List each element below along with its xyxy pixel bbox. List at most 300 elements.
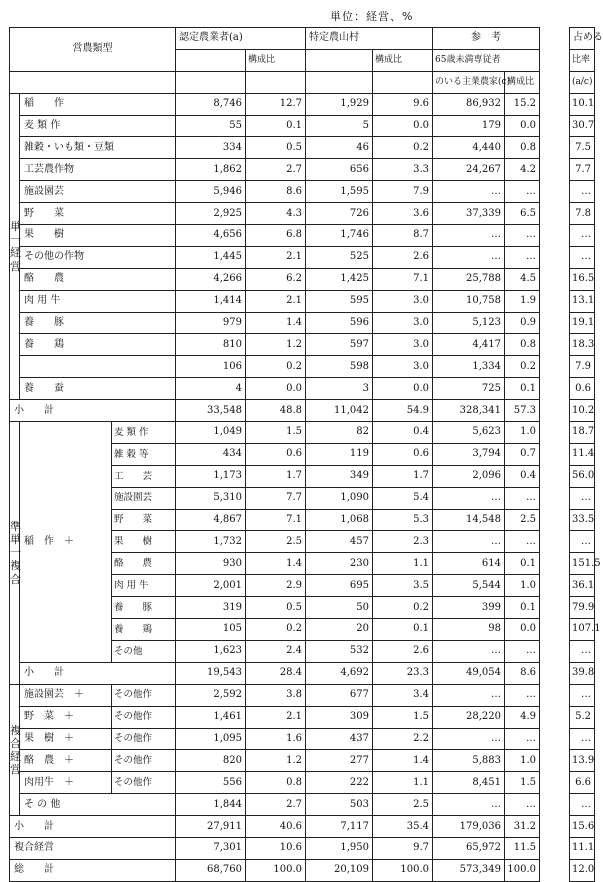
ratio-a: 0.1 [246, 115, 306, 137]
row-sublabel: 養 豚 [112, 597, 176, 619]
value-ac: 16.5 [570, 268, 595, 290]
ratio-b: 8.7 [373, 225, 433, 247]
value-c: … [433, 531, 505, 553]
ratio-c: 0.1 [505, 378, 540, 400]
row-label: 野 菜 [20, 203, 176, 225]
value-c: 573,349 [433, 859, 505, 881]
ratio-c: 0.0 [505, 619, 540, 641]
value-ac: 107.1 [570, 619, 595, 641]
table-row [10, 859, 595, 881]
table-row [10, 794, 595, 816]
value-ac: … [570, 531, 595, 553]
value-a: 105 [176, 619, 246, 641]
ratio-b: 23.3 [373, 662, 433, 684]
value-ac: 10.2 [570, 400, 595, 422]
value-b: 7,117 [306, 816, 373, 838]
value-c: 5,544 [433, 575, 505, 597]
row-label: 麦 類 作 [20, 115, 176, 137]
ratio-c: … [505, 531, 540, 553]
row-sublabel: 野 菜 [112, 509, 176, 531]
value-ac: … [570, 225, 595, 247]
value-a: 8,746 [176, 93, 246, 115]
ratio-a: 2.9 [246, 575, 306, 597]
ratio-c: 6.5 [505, 203, 540, 225]
row-label: 雑穀・いも類・豆類 [20, 137, 176, 159]
row-label: 野 菜 ＋ [20, 706, 112, 728]
value-a: 1,049 [176, 422, 246, 444]
ratio-b: 1.5 [373, 706, 433, 728]
ratio-a: 0.0 [246, 378, 306, 400]
value-ac: 7.9 [570, 356, 595, 378]
value-b: 1,425 [306, 268, 373, 290]
ratio-a: 1.6 [246, 728, 306, 750]
header-under65-line1: 65歳未満専従者 [435, 54, 501, 65]
row-label: そ の 他 [20, 794, 176, 816]
row-sublabel: その他作 [112, 706, 176, 728]
table-row [10, 334, 595, 356]
table-row [10, 312, 595, 334]
value-a: 7,301 [176, 837, 246, 859]
value-b: 1,595 [306, 181, 373, 203]
value-b: 119 [306, 443, 373, 465]
value-b: 230 [306, 553, 373, 575]
ratio-c: 0.2 [505, 356, 540, 378]
value-ac: 19.1 [570, 312, 595, 334]
ratio-b: 100.0 [373, 859, 433, 881]
row-label: 酪 農 ＋ [20, 750, 112, 772]
value-c: 24,267 [433, 159, 505, 181]
ratio-c: 15.2 [505, 93, 540, 115]
group-fukugo: 複合経営 [10, 684, 20, 815]
ratio-b: 5.4 [373, 487, 433, 509]
value-ac: 10.1 [570, 93, 595, 115]
header-tokutei: 特定農山村 [306, 28, 433, 50]
value-c: 14,548 [433, 509, 505, 531]
table-row [10, 772, 595, 794]
table-row [10, 159, 595, 181]
ratio-a: 0.8 [246, 772, 306, 794]
row-label: 肉用牛 ＋ [20, 772, 112, 794]
ratio-b: 3.0 [373, 334, 433, 356]
value-b: 4,692 [306, 662, 373, 684]
value-c: 10,758 [433, 290, 505, 312]
row-label: 果 樹 ＋ [20, 728, 112, 750]
value-c: 86,932 [433, 93, 505, 115]
ratio-b: 2.3 [373, 531, 433, 553]
value-ac: … [570, 181, 595, 203]
ratio-b: 3.0 [373, 356, 433, 378]
table-row [10, 268, 595, 290]
value-ac: … [570, 794, 595, 816]
row-sublabel: 雑 穀 等 [112, 443, 176, 465]
value-a: 106 [176, 356, 246, 378]
table-row [10, 750, 595, 772]
ratio-b: 3.0 [373, 312, 433, 334]
value-a: 2,925 [176, 203, 246, 225]
value-c: 25,788 [433, 268, 505, 290]
value-a: 1,623 [176, 640, 246, 662]
value-c: 3,794 [433, 443, 505, 465]
value-c: … [433, 181, 505, 203]
table-row [10, 816, 595, 838]
ratio-c: 8.6 [505, 662, 540, 684]
ratio-b: 2.2 [373, 728, 433, 750]
ratio-b: 0.2 [373, 137, 433, 159]
value-b: 1,746 [306, 225, 373, 247]
value-a: 2,592 [176, 684, 246, 706]
ratio-a: 1.2 [246, 334, 306, 356]
header-hiritsu: 比率 [570, 49, 595, 71]
value-ac: 7.7 [570, 159, 595, 181]
ratio-c: 0.9 [505, 312, 540, 334]
ratio-b: 7.1 [373, 268, 433, 290]
row-label: 複合経営 [10, 837, 176, 859]
value-c: 49,054 [433, 662, 505, 684]
value-b: 598 [306, 356, 373, 378]
ratio-c: … [505, 640, 540, 662]
table-row [10, 662, 595, 684]
value-b: 3 [306, 378, 373, 400]
ratio-c: 2.5 [505, 509, 540, 531]
row-label [20, 356, 176, 378]
value-ac: 13.1 [570, 290, 595, 312]
value-ac: … [570, 728, 595, 750]
table-row [10, 181, 595, 203]
group-tanitsu: 単一経営 [10, 93, 20, 399]
value-ac: 13.9 [570, 750, 595, 772]
value-c: … [433, 684, 505, 706]
value-a: 319 [176, 597, 246, 619]
value-a: 810 [176, 334, 246, 356]
header-shimeru: 占める [570, 28, 595, 50]
value-ac: 36.1 [570, 575, 595, 597]
ratio-a: 0.2 [246, 356, 306, 378]
ratio-a: 1.4 [246, 312, 306, 334]
value-c: … [433, 487, 505, 509]
row-label: 工芸農作物 [20, 159, 176, 181]
ratio-a: 2.7 [246, 159, 306, 181]
row-label: 養 豚 [20, 312, 176, 334]
ratio-c: 0.7 [505, 443, 540, 465]
value-c: 328,341 [433, 400, 505, 422]
table-row [10, 203, 595, 225]
value-a: 33,548 [176, 400, 246, 422]
value-ac: … [570, 487, 595, 509]
table-row [10, 837, 595, 859]
row-label: 小 計 [10, 400, 176, 422]
value-c: 4,417 [433, 334, 505, 356]
row-label: 養 蚕 [20, 378, 176, 400]
value-b: 349 [306, 465, 373, 487]
row-label: 施設園芸 [20, 181, 176, 203]
table-row [10, 225, 595, 247]
ratio-b: 5.3 [373, 509, 433, 531]
ratio-b: 0.1 [373, 619, 433, 641]
value-c: … [433, 640, 505, 662]
value-a: 556 [176, 772, 246, 794]
ratio-a: 100.0 [246, 859, 306, 881]
statistics-table [9, 27, 603, 882]
row-sublabel: その他 [112, 640, 176, 662]
ratio-a: 28.4 [246, 662, 306, 684]
ratio-c: 1.5 [505, 772, 540, 794]
header-ninteí: 認定農業者(a) [176, 28, 306, 50]
row-label: 稲 作 [20, 93, 176, 115]
value-a: 1,095 [176, 728, 246, 750]
value-ac: … [570, 246, 595, 268]
table-row [10, 684, 595, 706]
value-ac: 33.5 [570, 509, 595, 531]
table-row [10, 246, 595, 268]
header-row-3 [10, 71, 595, 93]
value-b: 726 [306, 203, 373, 225]
value-b: 11,042 [306, 400, 373, 422]
ratio-b: 2.6 [373, 640, 433, 662]
ratio-c: 0.8 [505, 137, 540, 159]
row-sublabel: 養 鶏 [112, 619, 176, 641]
ratio-a: 3.8 [246, 684, 306, 706]
ratio-c: … [505, 246, 540, 268]
value-ac: 11.1 [570, 837, 595, 859]
ratio-c: 1.9 [505, 290, 540, 312]
row-label: 酪 農 [20, 268, 176, 290]
ratio-b: 2.6 [373, 246, 433, 268]
value-b: 1,950 [306, 837, 373, 859]
header-under65 [433, 49, 540, 71]
ratio-c: 31.2 [505, 816, 540, 838]
ratio-b: 9.7 [373, 837, 433, 859]
ratio-b: 1.4 [373, 750, 433, 772]
value-a: 27,911 [176, 816, 246, 838]
ratio-a: 7.1 [246, 509, 306, 531]
ratio-c: 100.0 [505, 859, 540, 881]
value-ac: 7.8 [570, 203, 595, 225]
value-c: 179 [433, 115, 505, 137]
value-c: 5,623 [433, 422, 505, 444]
ratio-b: 0.2 [373, 597, 433, 619]
ratio-a: 0.2 [246, 619, 306, 641]
value-a: 820 [176, 750, 246, 772]
value-a: 1,414 [176, 290, 246, 312]
value-c: 65,972 [433, 837, 505, 859]
ratio-a: 2.7 [246, 794, 306, 816]
value-c: 28,220 [433, 706, 505, 728]
value-a: 1,732 [176, 531, 246, 553]
value-c: 399 [433, 597, 505, 619]
ratio-a: 40.6 [246, 816, 306, 838]
ratio-a: 8.6 [246, 181, 306, 203]
ratio-b: 35.4 [373, 816, 433, 838]
value-ac: … [570, 684, 595, 706]
ratio-c: … [505, 225, 540, 247]
value-b: 277 [306, 750, 373, 772]
value-ac: 7.5 [570, 137, 595, 159]
header-kouseihi-b: 構成比 [373, 49, 433, 71]
value-a: 1,173 [176, 465, 246, 487]
value-b: 222 [306, 772, 373, 794]
value-a: 979 [176, 312, 246, 334]
row-sublabel: その他作 [112, 684, 176, 706]
value-b: 5 [306, 115, 373, 137]
ratio-a: 2.1 [246, 706, 306, 728]
row-label: 総 計 [10, 859, 176, 881]
value-a: 334 [176, 137, 246, 159]
value-c: 37,339 [433, 203, 505, 225]
value-a: 68,760 [176, 859, 246, 881]
header-row-1 [10, 28, 595, 50]
ratio-a: 0.5 [246, 137, 306, 159]
ratio-a: 1.2 [246, 750, 306, 772]
ratio-c: … [505, 181, 540, 203]
value-a: 1,844 [176, 794, 246, 816]
row-sublabel: その他作 [112, 728, 176, 750]
value-ac: … [570, 640, 595, 662]
value-c: … [433, 728, 505, 750]
row-sublabel: 施設園芸 [112, 487, 176, 509]
row-sublabel: 肉 用 牛 [112, 575, 176, 597]
ratio-a: 2.1 [246, 246, 306, 268]
value-b: 532 [306, 640, 373, 662]
ratio-a: 2.4 [246, 640, 306, 662]
value-b: 503 [306, 794, 373, 816]
value-b: 597 [306, 334, 373, 356]
ratio-b: 9.6 [373, 93, 433, 115]
value-a: 930 [176, 553, 246, 575]
ratio-b: 3.6 [373, 203, 433, 225]
value-c: … [433, 794, 505, 816]
value-c: 5,883 [433, 750, 505, 772]
ratio-a: 2.5 [246, 531, 306, 553]
value-b: 595 [306, 290, 373, 312]
table-row [10, 422, 595, 444]
row-sublabel: その他作 [112, 750, 176, 772]
ratio-c: 11.5 [505, 837, 540, 859]
value-ac: 15.6 [570, 816, 595, 838]
row-sublabel: 酪 農 [112, 553, 176, 575]
value-c: … [433, 225, 505, 247]
ratio-b: 2.5 [373, 794, 433, 816]
value-a: 1,862 [176, 159, 246, 181]
value-ac: 0.6 [570, 378, 595, 400]
ratio-a: 1.4 [246, 553, 306, 575]
header-type: 営農類型 [10, 28, 176, 72]
ratio-c: … [505, 794, 540, 816]
unit-label: 単位：経営、% [330, 10, 414, 23]
ratio-a: 10.6 [246, 837, 306, 859]
value-b: 656 [306, 159, 373, 181]
header-sanko: 参 考 [433, 28, 540, 50]
value-a: 434 [176, 443, 246, 465]
value-ac: 30.7 [570, 115, 595, 137]
ratio-a: 0.5 [246, 597, 306, 619]
header-kouseihi-c: 構成比 [505, 71, 540, 93]
ratio-c: 0.0 [505, 115, 540, 137]
value-c: 2,096 [433, 465, 505, 487]
value-ac: 79.9 [570, 597, 595, 619]
group-jun: 準単一複合 [10, 422, 20, 685]
value-b: 695 [306, 575, 373, 597]
value-a: 4,867 [176, 509, 246, 531]
value-c: 8,451 [433, 772, 505, 794]
value-a: 5,310 [176, 487, 246, 509]
ratio-c: 4.9 [505, 706, 540, 728]
row-label: 果 樹 [20, 225, 176, 247]
value-ac: 18.7 [570, 422, 595, 444]
value-a: 2,001 [176, 575, 246, 597]
header-under65b: のいる主業農家(c) [433, 71, 505, 93]
value-b: 309 [306, 706, 373, 728]
ratio-a: 6.8 [246, 225, 306, 247]
value-c: 179,036 [433, 816, 505, 838]
row-sublabel: 果 樹 [112, 531, 176, 553]
value-b: 1,068 [306, 509, 373, 531]
ratio-c: 57.3 [505, 400, 540, 422]
ratio-b: 7.9 [373, 181, 433, 203]
value-c: 1,334 [433, 356, 505, 378]
ratio-c: 0.1 [505, 597, 540, 619]
ratio-b: 3.5 [373, 575, 433, 597]
value-a: 1,445 [176, 246, 246, 268]
table-row [10, 115, 595, 137]
value-b: 20,109 [306, 859, 373, 881]
ratio-c: 0.1 [505, 553, 540, 575]
header-kouseihi-a: 構成比 [246, 49, 306, 71]
ratio-a: 48.8 [246, 400, 306, 422]
ratio-a: 1.7 [246, 465, 306, 487]
ratio-c: 0.8 [505, 334, 540, 356]
value-a: 4 [176, 378, 246, 400]
value-c: 4,440 [433, 137, 505, 159]
ratio-c: 1.0 [505, 750, 540, 772]
ratio-b: 54.9 [373, 400, 433, 422]
value-b: 20 [306, 619, 373, 641]
ratio-c: 4.2 [505, 159, 540, 181]
row-label: 肉 用 牛 [20, 290, 176, 312]
value-b: 596 [306, 312, 373, 334]
value-ac: 18.3 [570, 334, 595, 356]
ratio-a: 2.1 [246, 290, 306, 312]
value-c: 614 [433, 553, 505, 575]
value-c: 725 [433, 378, 505, 400]
ratio-b: 0.0 [373, 378, 433, 400]
ratio-c: … [505, 728, 540, 750]
value-b: 46 [306, 137, 373, 159]
value-a: 4,656 [176, 225, 246, 247]
ratio-a: 6.2 [246, 268, 306, 290]
row-sublabel: 工 芸 [112, 465, 176, 487]
value-a: 19,543 [176, 662, 246, 684]
ratio-c: 4.5 [505, 268, 540, 290]
value-ac: 11.4 [570, 443, 595, 465]
ratio-a: 1.5 [246, 422, 306, 444]
ratio-b: 1.1 [373, 553, 433, 575]
row-label: 稲 作 ＋ [20, 422, 112, 663]
table-row [10, 93, 595, 115]
row-label: その他の作物 [20, 246, 176, 268]
row-label: 施設園芸 ＋ [20, 684, 112, 706]
ratio-c: … [505, 684, 540, 706]
table-row [10, 728, 595, 750]
ratio-c: … [505, 487, 540, 509]
value-b: 1,090 [306, 487, 373, 509]
value-b: 82 [306, 422, 373, 444]
table-row [10, 137, 595, 159]
table-row [10, 378, 595, 400]
ratio-a: 0.6 [246, 443, 306, 465]
value-b: 1,929 [306, 93, 373, 115]
value-ac: 151.5 [570, 553, 595, 575]
ratio-b: 1.1 [373, 772, 433, 794]
